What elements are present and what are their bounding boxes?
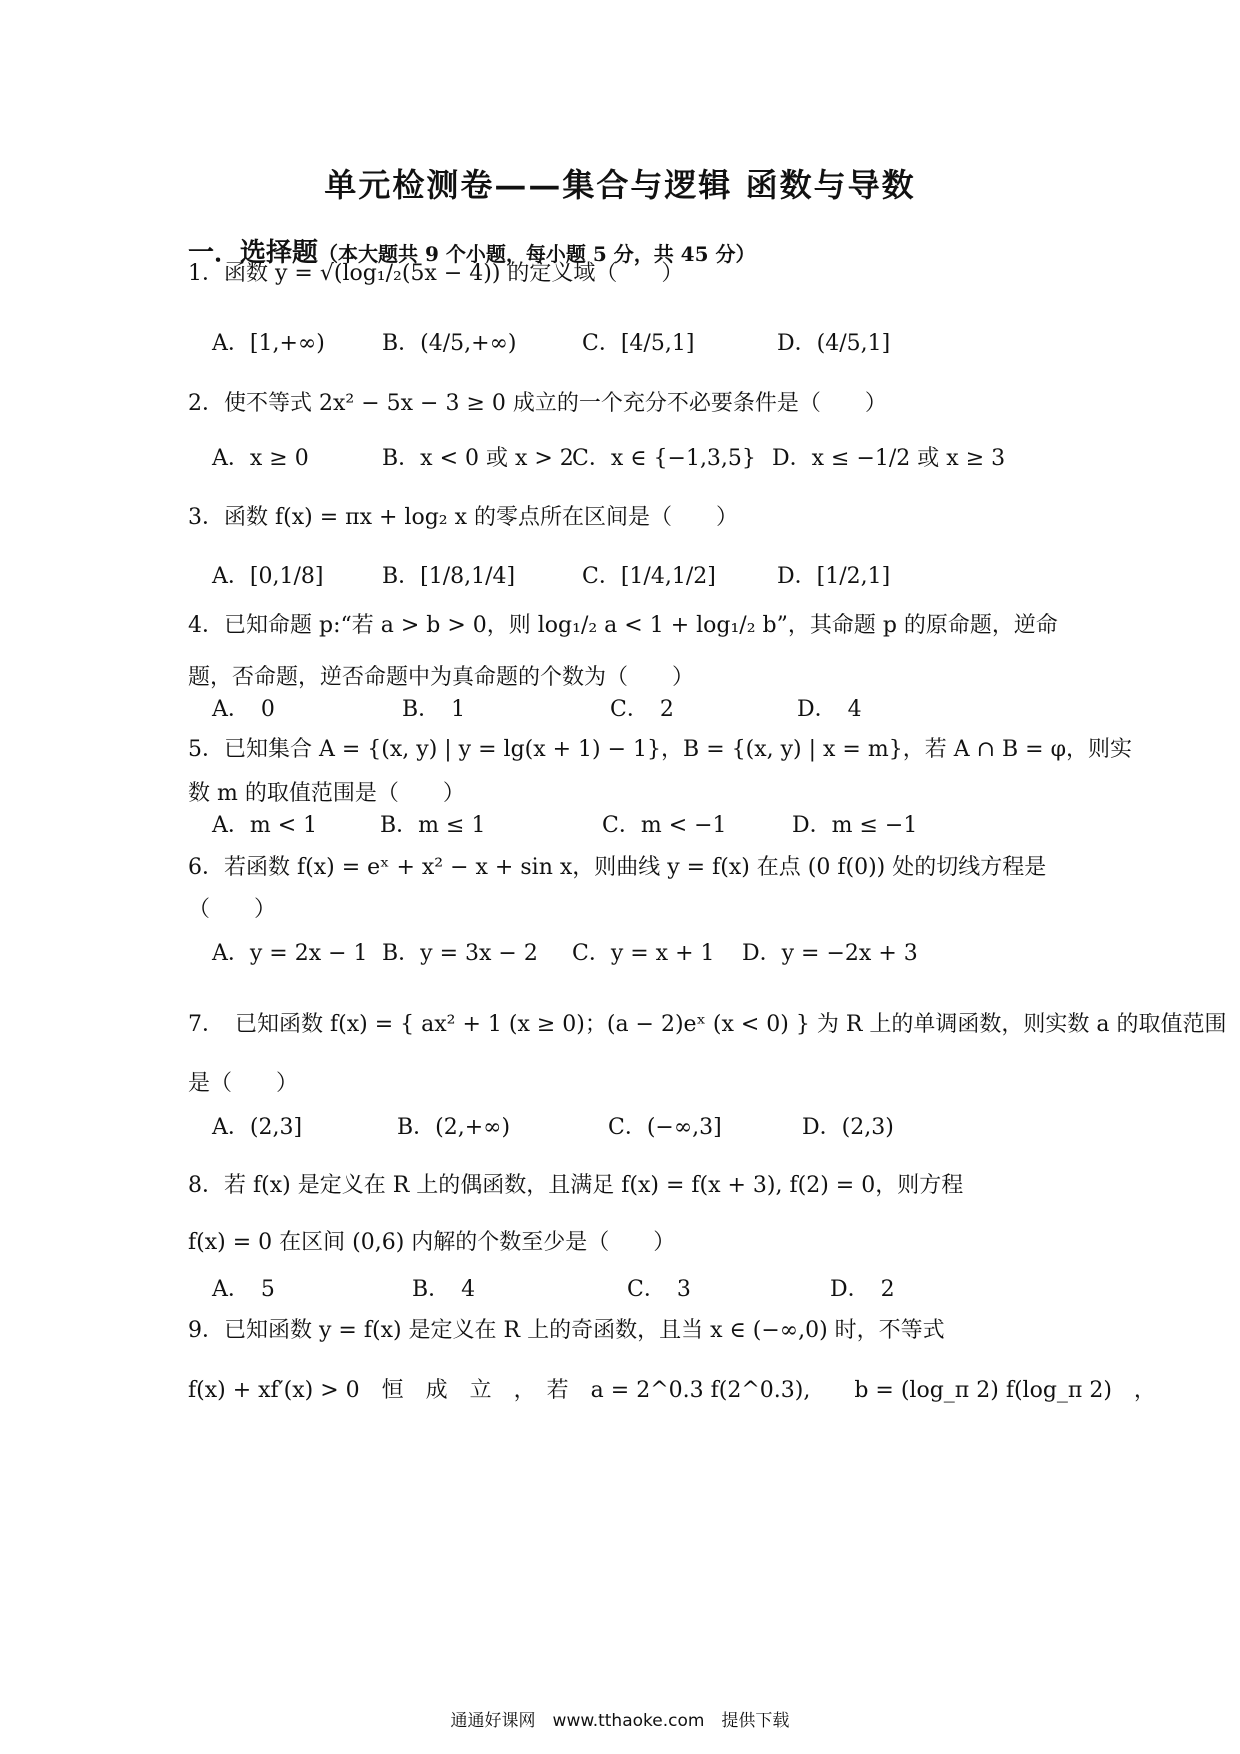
- question-5-option-c: C．m < −1: [602, 813, 727, 838]
- question-1-option-d: D．(4/5,1]: [777, 331, 891, 356]
- question-7-line-2: 是（ ）: [188, 1071, 299, 1096]
- question-9-line-1: 9．已知函数 y = f(x) 是定义在 R 上的奇函数，且当 x ∈ (−∞,0) 时，不等式: [188, 1318, 945, 1343]
- question-8-line-1: 8．若 f(x) 是定义在 R 上的偶函数，且满足 f(x) = f(x + 3), f(2) = 0，则方程: [188, 1173, 964, 1198]
- question-8-line-2: f(x) = 0 在区间 (0,6) 内解的个数至少是（ ）: [188, 1230, 676, 1255]
- question-7-option-d: D．(2,3): [802, 1115, 894, 1140]
- question-8-option-c: C． 3: [627, 1277, 691, 1302]
- question-2-option-c: C．x ∈ {−1,3,5}: [572, 446, 756, 471]
- question-4-option-c: C． 2: [610, 697, 674, 722]
- question-7-option-b: B．(2,+∞): [397, 1115, 511, 1140]
- page-title: 单元检测卷——集合与逻辑 函数与导数: [324, 166, 916, 204]
- question-4-option-b: B． 1: [402, 697, 466, 722]
- question-5-option-b: B．m ≤ 1: [380, 813, 486, 838]
- question-2-option-d: D．x ≤ −1/2 或 x ≥ 3: [772, 446, 1006, 471]
- question-4-option-a: A． 0: [212, 697, 275, 722]
- question-4-line-2: 题，否命题，逆否命题中为真命题的个数为（ ）: [188, 665, 695, 690]
- question-1-line-1: 1．函数 y = √(log₁/₂(5x − 4)) 的定义域（ ）: [188, 261, 684, 286]
- question-5-option-a: A．m < 1: [212, 813, 318, 838]
- question-3-option-a: A．[0,1/8]: [212, 564, 324, 589]
- question-6-option-d: D．y = −2x + 3: [742, 941, 918, 966]
- question-7-line-1: 7． 已知函数 f(x) = { ax² + 1 (x ≥ 0)；(a − 2)eˣ (x < 0) } 为 R 上的单调函数，则实数 a 的取值范围: [188, 1012, 1227, 1037]
- section-note: （本大题共 9 个小题，每小题 5 分，共 45 分）: [318, 242, 756, 266]
- question-4-option-d: D． 4: [797, 697, 862, 722]
- page-footer: 通通好课网 www.tthaoke.com 提供下载: [450, 1711, 790, 1731]
- question-1-option-a: A．[1,+∞): [212, 331, 325, 356]
- question-7-option-a: A．(2,3]: [212, 1115, 303, 1140]
- question-6-option-a: A．y = 2x − 1: [212, 941, 368, 966]
- question-5-option-d: D．m ≤ −1: [792, 813, 918, 838]
- question-3-line-1: 3．函数 f(x) = πx + log₂ x 的零点所在区间是（ ）: [188, 505, 738, 530]
- question-5-line-1: 5．已知集合 A = {(x, y) | y = lg(x + 1) − 1}，B = {(x, y) | x = m}，若 A ∩ B = φ，则实: [188, 737, 1133, 762]
- question-2-line-1: 2．使不等式 2x² − 5x − 3 ≥ 0 成立的一个充分不必要条件是（ ）: [188, 391, 887, 416]
- question-1-option-b: B．(4/5,+∞): [382, 331, 517, 356]
- question-3-option-c: C．[1/4,1/2]: [582, 564, 716, 589]
- question-3-option-d: D．[1/2,1]: [777, 564, 891, 589]
- question-2-option-a: A．x ≥ 0: [212, 446, 309, 471]
- question-2-option-b: B．x < 0 或 x > 2: [382, 446, 574, 471]
- question-9-line-2: f(x) + xf′(x) > 0 恒 成 立 ， 若 a = 2^0.3 f(2^0.3), b = (log_π 2) f(log_π 2) ，: [188, 1378, 1156, 1403]
- question-5-line-2: 数 m 的取值范围是（ ）: [188, 781, 465, 806]
- question-1-option-c: C．[4/5,1]: [582, 331, 695, 356]
- section-heading-label: 一．选择题: [188, 238, 319, 268]
- question-6-option-c: C．y = x + 1: [572, 941, 715, 966]
- question-8-option-d: D． 2: [830, 1277, 895, 1302]
- question-4-line-1: 4．已知命题 p:“若 a > b > 0，则 log₁/₂ a < 1 + log₁/₂ b”，其命题 p 的原命题，逆命: [188, 613, 1058, 638]
- question-3-option-b: B．[1/8,1/4]: [382, 564, 516, 589]
- question-8-option-a: A． 5: [212, 1277, 275, 1302]
- question-7-option-c: C．(−∞,3]: [608, 1115, 722, 1140]
- question-6-line-2: （ ）: [188, 897, 277, 922]
- question-8-option-b: B． 4: [412, 1277, 476, 1302]
- question-6-line-1: 6．若函数 f(x) = eˣ + x² − x + sin x，则曲线 y = f(x) 在点 (0 f(0)) 处的切线方程是: [188, 855, 1047, 880]
- question-6-option-b: B．y = 3x − 2: [382, 941, 538, 966]
